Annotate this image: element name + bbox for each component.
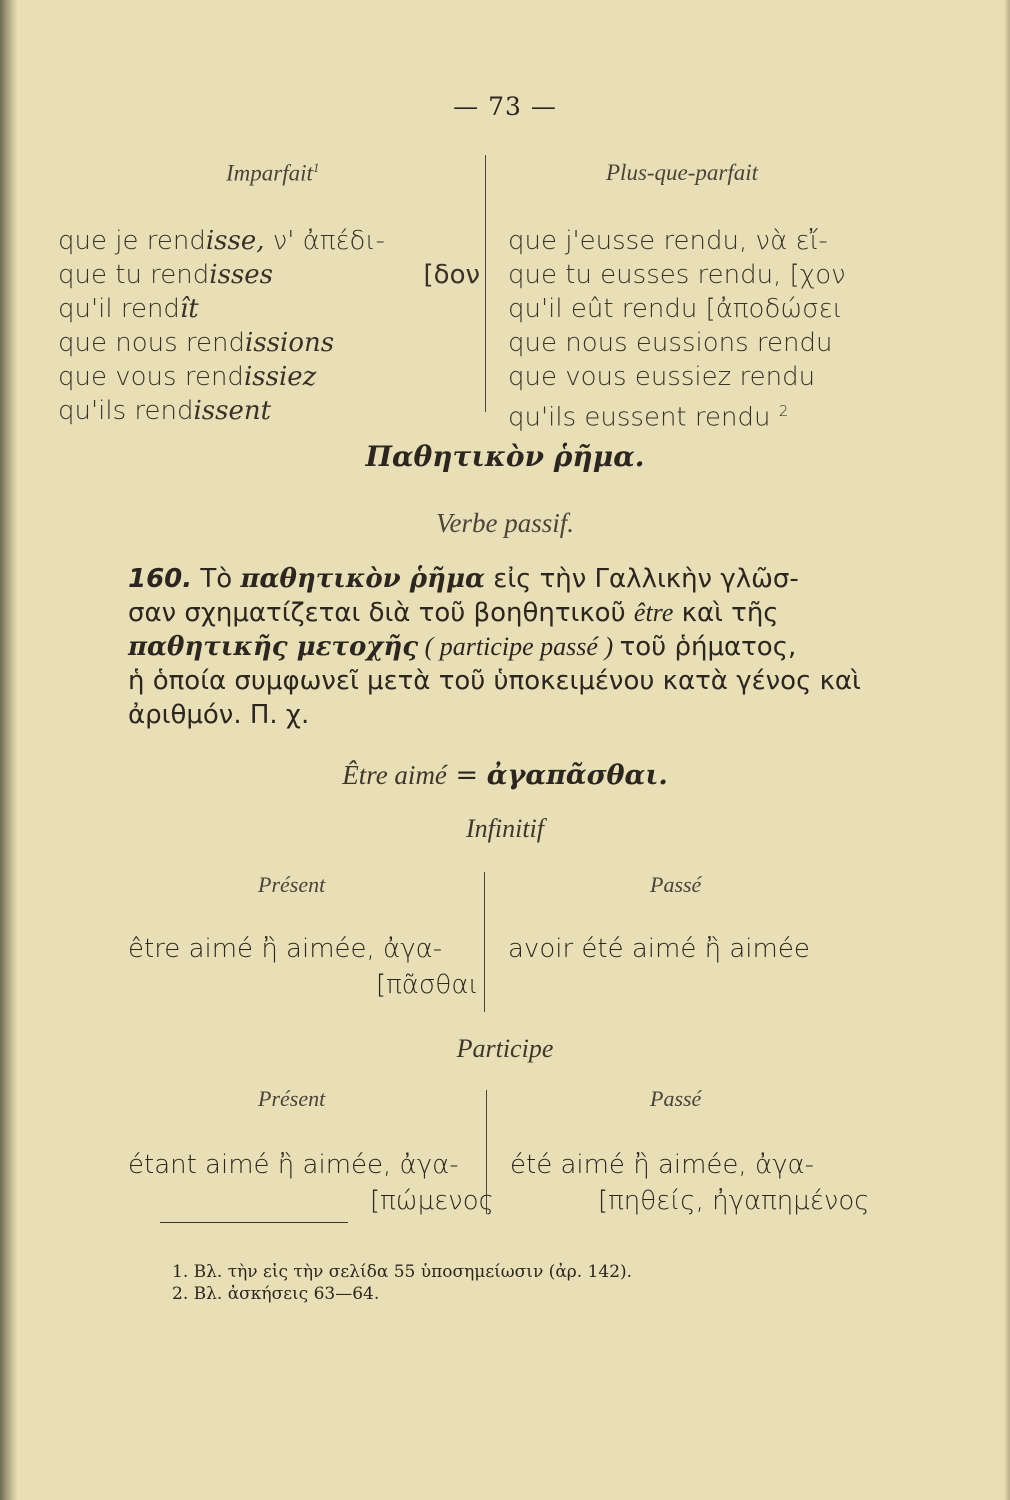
paragraph-160 — [128, 562, 888, 732]
conj-line: que nous rendissions — [58, 328, 335, 358]
page-binding-edge — [0, 0, 18, 1500]
etre-aime-equation: Être aimé = ἀγαπᾶσθαι. — [342, 760, 668, 791]
conj-line: qu'ils eussent rendu $^2$ — [508, 402, 789, 433]
infinitif-heading: Infinitif — [466, 814, 544, 843]
page-number: — 73 — — [453, 92, 557, 121]
conj-line: que j'eusse rendu, νὰ εἴ- — [508, 226, 828, 256]
participe-present-continuation: [πώμενος — [370, 1186, 494, 1216]
conj-line: que tu rendisses — [58, 260, 274, 290]
column-divider — [485, 155, 486, 412]
para-line: ἀριθμόν. Π. χ. — [128, 700, 310, 730]
infinitif-heading-wrap — [0, 814, 1010, 844]
conj-line: que nous eussions rendu — [508, 328, 833, 358]
imparfait-heading: Imparfait$^1$ — [226, 160, 320, 186]
plus-que-parfait-heading: Plus-que-parfait — [606, 160, 759, 185]
participe-passe-continuation: [πηθείς, ἠγαπημένος — [598, 1186, 870, 1216]
para-line: σαν σχηματίζεται διὰ τοῦ βοηθητικοῦ être καὶ τῆς — [128, 598, 779, 628]
conj-line: qu'il rendît — [58, 294, 199, 324]
plus-que-parfait-conjugation — [508, 224, 846, 435]
participe-present-label: Présent — [258, 1086, 326, 1111]
footnote-rule — [160, 1222, 348, 1223]
participe-passe-label: Passé — [650, 1086, 702, 1111]
infinitif-present-text: être aimé ἢ aimée, ἀγα- — [128, 934, 443, 964]
participe-passe-text: été aimé ἢ aimée, ἀγα- — [510, 1150, 814, 1180]
footnote-1: 1. Βλ. τὴν εἰς τὴν σελίδα 55 ὑποσημείωσιν (ἀρ. 142). — [172, 1262, 633, 1282]
para-line: ἡ ὁποία συμφωνεῖ μετὰ τοῦ ὑποκειμένου κατὰ γένος καὶ — [128, 666, 861, 696]
conj-line: que vous eussiez rendu — [508, 362, 816, 392]
infinitif-passe-label: Passé — [650, 872, 702, 897]
conj-line: que je rendisse, ν' ἀπέδι- — [58, 226, 385, 256]
page-right-edge — [1004, 0, 1010, 1500]
section-title-greek: Παθητικὸν ῥῆμα. — [365, 440, 645, 473]
conj-line: qu'il eût rendu [ἀποδώσει — [508, 294, 843, 324]
participe-heading: Participe — [456, 1034, 554, 1063]
section-title-french: Verbe passif. — [436, 508, 574, 538]
infinitif-passe-text: avoir été aimé ἢ aimée — [508, 934, 810, 964]
conj-line: qu'ils rendissent — [58, 396, 272, 426]
participe-present-text: étant aimé ἢ aimée, ἀγα- — [128, 1150, 459, 1180]
footnote-2: 2. Βλ. ἀσκήσεις 63—64. — [172, 1284, 380, 1304]
imparfait-greek-continuation: [δον — [423, 260, 480, 290]
conj-line: que tu eusses rendu, [χον — [508, 260, 846, 290]
participe-heading-wrap — [0, 1034, 1010, 1064]
conj-line: que vous rendissiez — [58, 362, 317, 392]
infinitif-present-continuation: [πᾶσθαι — [376, 970, 479, 1000]
infinitif-divider — [484, 872, 485, 1012]
para-line: παθητικῆς μετοχῆς ( participe passé ) τοῦ ῥήματος, — [128, 632, 797, 662]
para-line: 160. Τὸ παθητικὸν ῥῆμα εἰς τὴν Γαλλικὴν γλῶσ- — [128, 564, 799, 594]
imparfait-conjugation — [58, 224, 385, 428]
infinitif-present-label: Présent — [258, 872, 326, 897]
